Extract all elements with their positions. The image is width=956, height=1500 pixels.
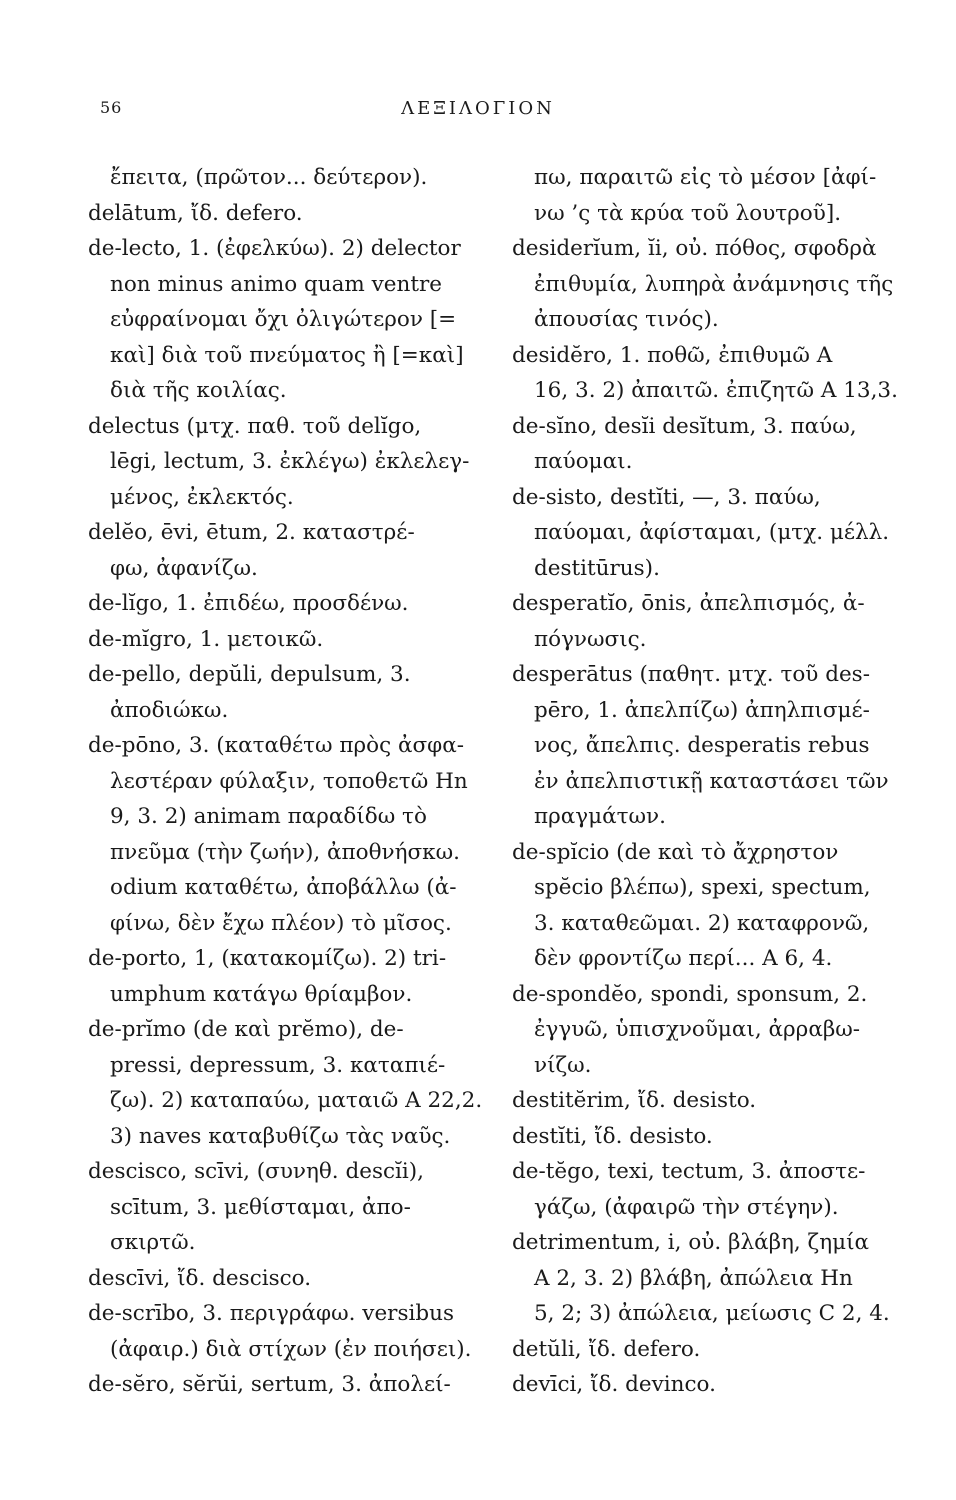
dictionary-line: 3. καταθεῶμαι. 2) καταφρονῶ,: [534, 910, 870, 936]
dictionary-line: εὐφραίνομαι ὄχι ὀλιγώτερον [=: [110, 307, 457, 332]
dictionary-line: λεστέραν φύλαξιν, τοποθετῶ Hn: [110, 768, 468, 794]
dictionary-line: de-porto, 1, (κατακομίζω). 2) tri-: [88, 946, 447, 971]
dictionary-line: ἔπειτα, (πρῶτον... δεύτερον).: [110, 165, 428, 190]
dictionary-line: de-sĕro, sĕrŭi, sertum, 3. ἀπολεί-: [88, 1372, 451, 1397]
dictionary-line: de-scrībo, 3. περιγράφω. versibus: [88, 1301, 455, 1326]
dictionary-line: πνεῦμα (τὴν ζωήν), ἀποθνήσκω.: [110, 839, 460, 865]
dictionary-line: de-spĭcio (de καὶ τὸ ἄχρηστον: [512, 839, 839, 865]
dictionary-line: delĕo, ēvi, ētum, 2. καταστρέ-: [88, 520, 415, 545]
dictionary-line: διὰ τῆς κοιλίας.: [110, 378, 287, 403]
dictionary-line: ἀπουσίας τινός).: [534, 307, 719, 332]
dictionary-line: φω, ἀφανίζω.: [110, 555, 258, 581]
dictionary-line: descisco, scīvi, (συνηθ. descĭi),: [88, 1159, 425, 1184]
dictionary-line: delectus (μτχ. παθ. τοῦ delĭgo,: [88, 413, 422, 439]
dictionary-line: descīvi, ἴδ. descisco.: [88, 1265, 312, 1291]
dictionary-line: de-pōno, 3. (καταθέτω πρὸς ἀσφα-: [88, 733, 464, 758]
dictionary-line: Α 2, 3. 2) βλάβη, ἀπώλεια Hn: [534, 1265, 853, 1291]
left-column: [88, 160, 488, 1403]
dictionary-line: de-lecto, 1. (ἐφελκύω). 2) delector: [88, 236, 461, 261]
dictionary-line: desidĕro, 1. ποθῶ, ἐπιθυμῶ Α: [512, 342, 833, 368]
dictionary-line: de-prĭmo (de καὶ prĕmo), de-: [88, 1017, 404, 1042]
dictionary-line: πραγμάτων.: [534, 804, 666, 829]
dictionary-line: de-sisto, destĭti, —, 3. παύω,: [512, 484, 821, 510]
dictionary-line: νίζω.: [534, 1052, 592, 1078]
dictionary-line: non minus animo quam ventre: [110, 271, 443, 297]
dictionary-line: pressi, depressum, 3. καταπιέ-: [110, 1052, 446, 1078]
running-head: ΛΕΞΙΛΟΓΙΟΝ: [401, 98, 555, 119]
dictionary-line: παύομαι, ἀφίσταμαι, (μτχ. μέλλ.: [534, 520, 890, 545]
page-number: 56: [100, 98, 123, 117]
dictionary-line: νω ’ς τὰ κρύα τοῦ λουτροῦ].: [534, 200, 842, 226]
right-column: [512, 160, 922, 1403]
dictionary-line: spĕcio βλέπω), spexi, spectum,: [534, 875, 871, 900]
dictionary-line: desperatĭo, ōnis, ἀπελπισμός, ἀ-: [512, 591, 865, 616]
dictionary-line: odium καταθέτω, ἀποβάλλω (ἀ-: [110, 875, 457, 900]
dictionary-line: detŭli, ἴδ. defero.: [512, 1336, 701, 1362]
dictionary-line: πω, παραιτῶ εἰς τὸ μέσον [ἀφί-: [534, 165, 877, 190]
dictionary-line: 16, 3. 2) ἀπαιτῶ. ἐπιζητῶ Α 13,3.: [534, 378, 898, 403]
dictionary-line: 3) naves καταβυθίζω τὰς ναῦς.: [110, 1123, 451, 1149]
dictionary-line: de-pello, depŭli, depulsum, 3.: [88, 662, 411, 687]
dictionary-line: ἐν ἀπελπιστικῇ καταστάσει τῶν: [534, 768, 889, 794]
dictionary-line: ἀποδιώκω.: [110, 697, 229, 723]
dictionary-line: de-lĭgo, 1. ἐπιδέω, προσδένω.: [88, 591, 409, 616]
dictionary-line: desperātus (παθητ. μτχ. τοῦ des-: [512, 662, 870, 687]
dictionary-line: ζω). 2) καταπαύω, ματαιῶ Α 22,2.: [110, 1088, 483, 1113]
dictionary-line: scītum, 3. μεθίσταμαι, ἀπο-: [110, 1194, 411, 1220]
dictionary-line: desiderĭum, ĭi, οὐ. πόθος, σφοδρὰ: [512, 236, 877, 261]
dictionary-line: devīci, ἴδ. devinco.: [512, 1372, 716, 1397]
dictionary-line: παύομαι.: [534, 449, 633, 474]
dictionary-line: πόγνωσις.: [534, 626, 647, 652]
dictionary-line: de-mĭgro, 1. μετοικῶ.: [88, 626, 324, 652]
dictionary-line: γάζω, (ἀφαιρῶ τὴν στέγην).: [534, 1194, 839, 1220]
dictionary-line: ἐγγυῶ, ὑπισχνοῦμαι, ἀρραβω-: [534, 1017, 861, 1042]
dictionary-line: σκιρτῶ.: [110, 1230, 196, 1255]
dictionary-line: umphum κατάγω θρίαμβον.: [110, 981, 413, 1007]
dictionary-line: 5, 2; 3) ἀπώλεια, μείωσις C 2, 4.: [534, 1301, 890, 1326]
dictionary-line: destĭti, ἴδ. desisto.: [512, 1123, 713, 1149]
dictionary-line: μένος, ἐκλεκτός.: [110, 484, 294, 510]
dictionary-line: de-tĕgo, texi, tectum, 3. ἀποστε-: [512, 1159, 866, 1184]
dictionary-line: de-sĭno, desĭi desĭtum, 3. παύω,: [512, 413, 857, 439]
dictionary-line: καὶ] διὰ τοῦ πνεύματος ἢ [=καὶ]: [110, 342, 464, 368]
dictionary-line: 9, 3. 2) animam παραδίδω τὸ: [110, 804, 427, 829]
dictionary-line: pēro, 1. ἀπελπίζω) ἀπηλπισμέ-: [534, 697, 870, 723]
dictionary-line: νος, ἄπελπις. desperatis rebus: [534, 733, 870, 758]
dictionary-line: detrimentum, i, οὐ. βλάβη, ζημία: [512, 1230, 870, 1255]
dictionary-line: lēgi, lectum, 3. ἐκλέγω) ἐκλελεγ-: [110, 449, 470, 474]
dictionary-line: φίνω, δὲν ἔχω πλέον) τὸ μῖσος.: [110, 910, 452, 936]
dictionary-line: ἐπιθυμία, λυπηρὰ ἀνάμνησις τῆς: [534, 271, 894, 297]
dictionary-line: (ἀφαιρ.) διὰ στίχων (ἐν ποιήσει).: [110, 1336, 472, 1362]
dictionary-line: destitūrus).: [534, 555, 660, 581]
dictionary-line: destitĕrim, ἴδ. desisto.: [512, 1088, 757, 1113]
dictionary-line: delātum, ἴδ. defero.: [88, 200, 303, 226]
dictionary-line: δὲν φροντίζω περί... Α 6, 4.: [534, 946, 833, 971]
dictionary-line: de-spondĕo, spondi, sponsum, 2.: [512, 981, 868, 1007]
